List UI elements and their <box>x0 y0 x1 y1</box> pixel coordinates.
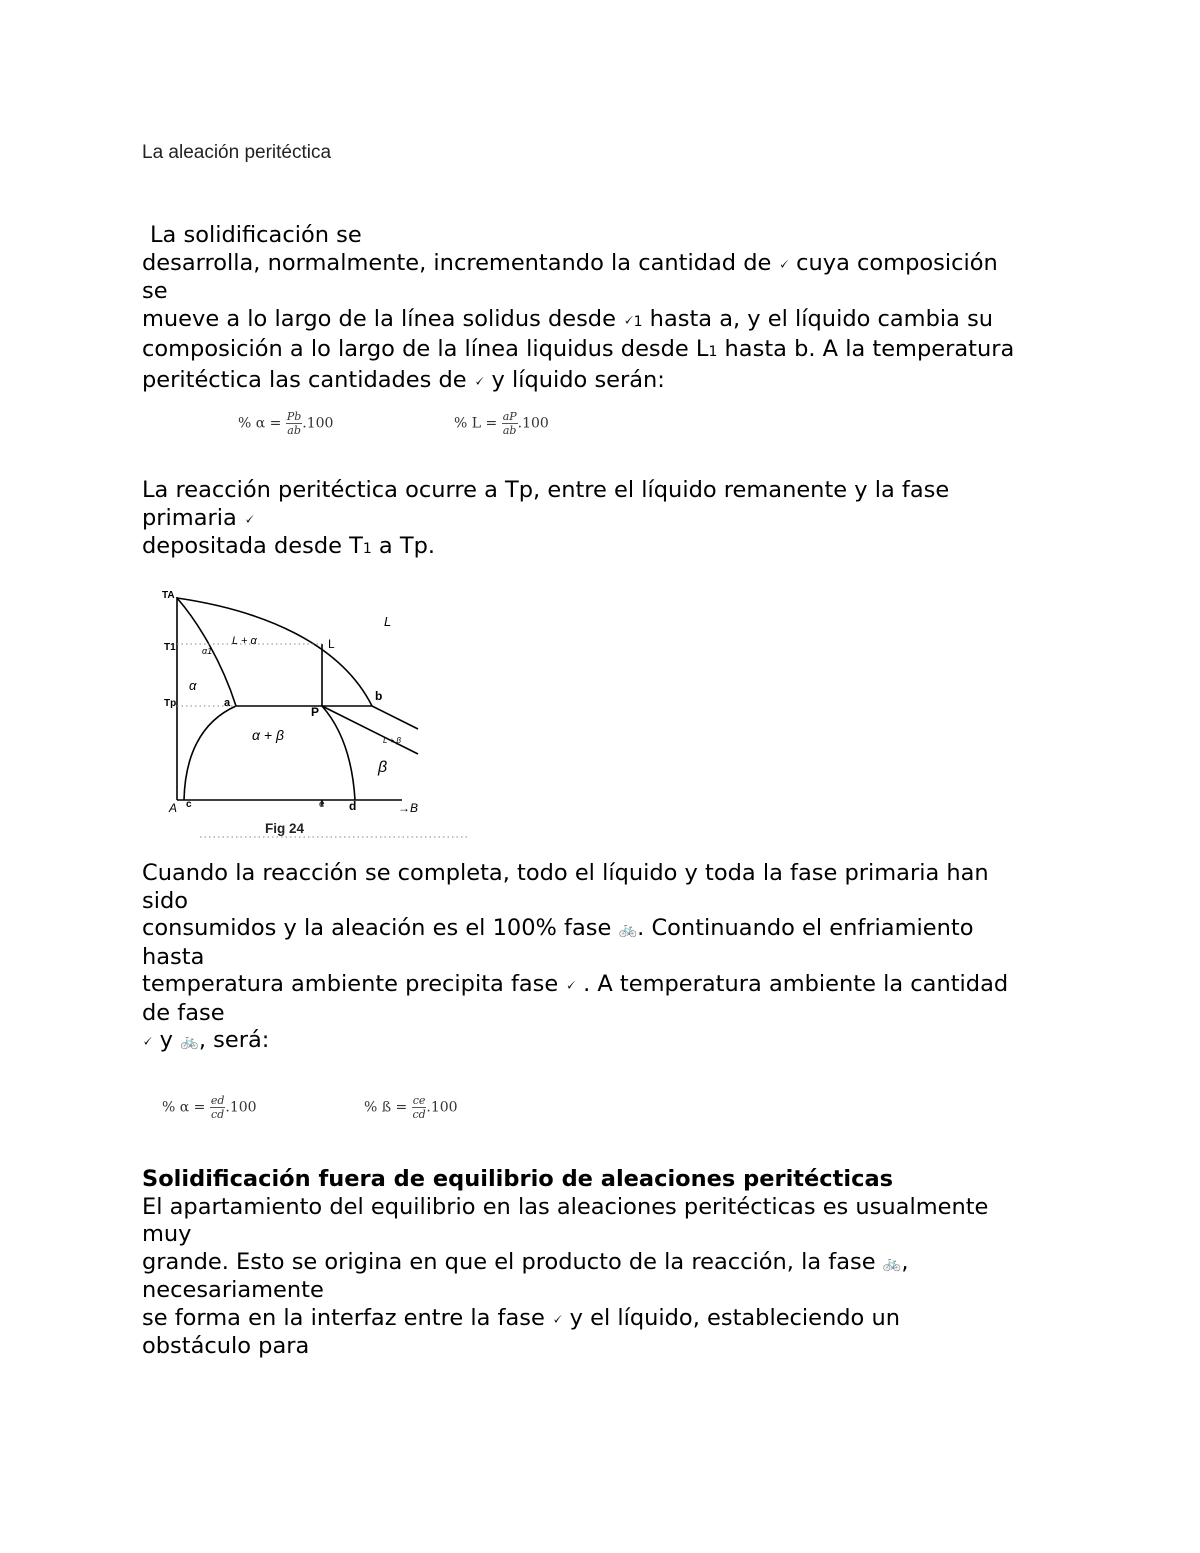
label-alpha1: α1 <box>202 646 213 656</box>
alpha-symbol-icon: 🗸 <box>623 310 634 329</box>
text-line: Cuando la reacción se completa, todo el líquido y toda la fase primaria han <box>142 860 989 886</box>
beta-symbol-icon: 🚲 <box>882 1253 902 1272</box>
text-line: hasta <box>142 943 205 970</box>
text-line: sido <box>142 887 189 914</box>
text-line: mueve a lo largo de la línea solidus desde 🗸1 hasta a, y el líquido cambia su <box>142 306 1102 337</box>
text-line: obstáculo para <box>142 1333 310 1359</box>
alpha-symbol-icon: 🗸 <box>565 976 576 994</box>
alpha-symbol-icon: 🗸 <box>473 371 485 390</box>
label-B: →B <box>398 801 419 815</box>
text-line: se forma en la interfaz entre la fase 🗸 y el líquido, estableciendo un <box>142 1305 1102 1334</box>
alpha-symbol-icon: 🗸 <box>551 1309 563 1328</box>
label-a: a <box>224 697 231 709</box>
beta-symbol-icon: 🚲 <box>180 1032 199 1050</box>
text-line: temperatura ambiente precipita fase 🗸 . A temperatura ambiente la cantidad <box>142 971 1102 1000</box>
text-line: se <box>142 278 168 304</box>
label-L-plus-alpha: L + α <box>232 635 257 647</box>
figure-caption: Fig 24 <box>265 821 305 836</box>
formula-beta-room-temp: % ß = $\frac{ce}{cd}$ .100 <box>364 1094 458 1121</box>
solidification-paragraph <box>142 222 1102 395</box>
alpha-symbol-icon: 🗸 <box>243 509 255 528</box>
beta-solidus-line <box>322 706 418 754</box>
formula-liquid-percent: % L = $\frac{aP}{ab}$ .100 <box>454 410 549 437</box>
text-line: necesariamente <box>142 1277 324 1303</box>
label-b: b <box>375 689 383 703</box>
alpha-solvus-line <box>184 706 236 800</box>
label-alpha-region: α <box>189 678 197 693</box>
formula-alpha-room-temp: % α = $\frac{ed}{cd}$ .100 <box>162 1094 257 1121</box>
label-T1: T1 <box>164 642 176 653</box>
alpha-symbol-icon: 🗸 <box>142 1032 153 1050</box>
label-Tp: Tp <box>164 698 177 709</box>
label-P: P <box>311 705 320 719</box>
text-line: El apartamiento del equilibrio en las aleaciones peritécticas es usualmente <box>142 1193 989 1220</box>
label-e: e <box>319 799 325 810</box>
beta-liquidus-line <box>372 706 418 729</box>
label-beta-region: β <box>378 759 388 776</box>
label-TA: TA <box>162 590 175 601</box>
label-d: d <box>349 799 357 813</box>
peritectic-reaction-paragraph <box>142 477 1102 564</box>
text-line: desarrolla, normalmente, incrementando la cantidad de 🗸 cuya composición <box>142 250 1102 279</box>
text-line: consumidos y la aleación es el 100% fase 🚲. Continuando el enfriamiento <box>142 915 1102 944</box>
text-line: de fase <box>142 999 225 1026</box>
formula-alpha-percent: % α = $\frac{Pb}{ab}$ .100 <box>238 410 334 437</box>
label-c: c <box>186 799 192 810</box>
text-line: 🗸 y 🚲, será: <box>142 1027 1102 1056</box>
document-title: La aleación peritéctica <box>142 142 332 163</box>
label-A: A <box>169 801 178 815</box>
reaction-complete-paragraph <box>142 860 1102 1056</box>
text-line: La solidificación se <box>150 222 362 248</box>
section-heading: Solidificación fuera de equilibrio de aleaciones peritécticas <box>142 1166 894 1192</box>
text-line: depositada desde T1 a Tp. <box>142 533 436 559</box>
alpha-symbol-icon: 🗸 <box>778 254 789 273</box>
label-L-point: L <box>328 637 335 651</box>
peritectic-phase-diagram <box>140 582 480 844</box>
text-line: grande. Esto se origina en que el producto de la reacción, la fase 🚲, <box>142 1249 1102 1278</box>
text-line: composición a lo largo de la línea liquidus desde L1 hasta b. A la temperatura <box>142 336 1015 362</box>
beta-symbol-icon: 🚲 <box>618 920 638 938</box>
label-L-region: L <box>384 614 392 629</box>
label-alpha-plus-beta: α + β <box>252 727 284 743</box>
text-line: peritéctica las cantidades de 🗸 y líquido serán: <box>142 367 1102 396</box>
text-line: primaria 🗸 <box>142 505 1102 534</box>
label-L-plus-beta: L + β <box>383 736 401 745</box>
text-line: muy <box>142 1221 192 1247</box>
text-line: La reacción peritéctica ocurre a Tp, entre el líquido remanente y la fase <box>142 477 950 503</box>
non-equilibrium-section <box>142 1166 1102 1361</box>
